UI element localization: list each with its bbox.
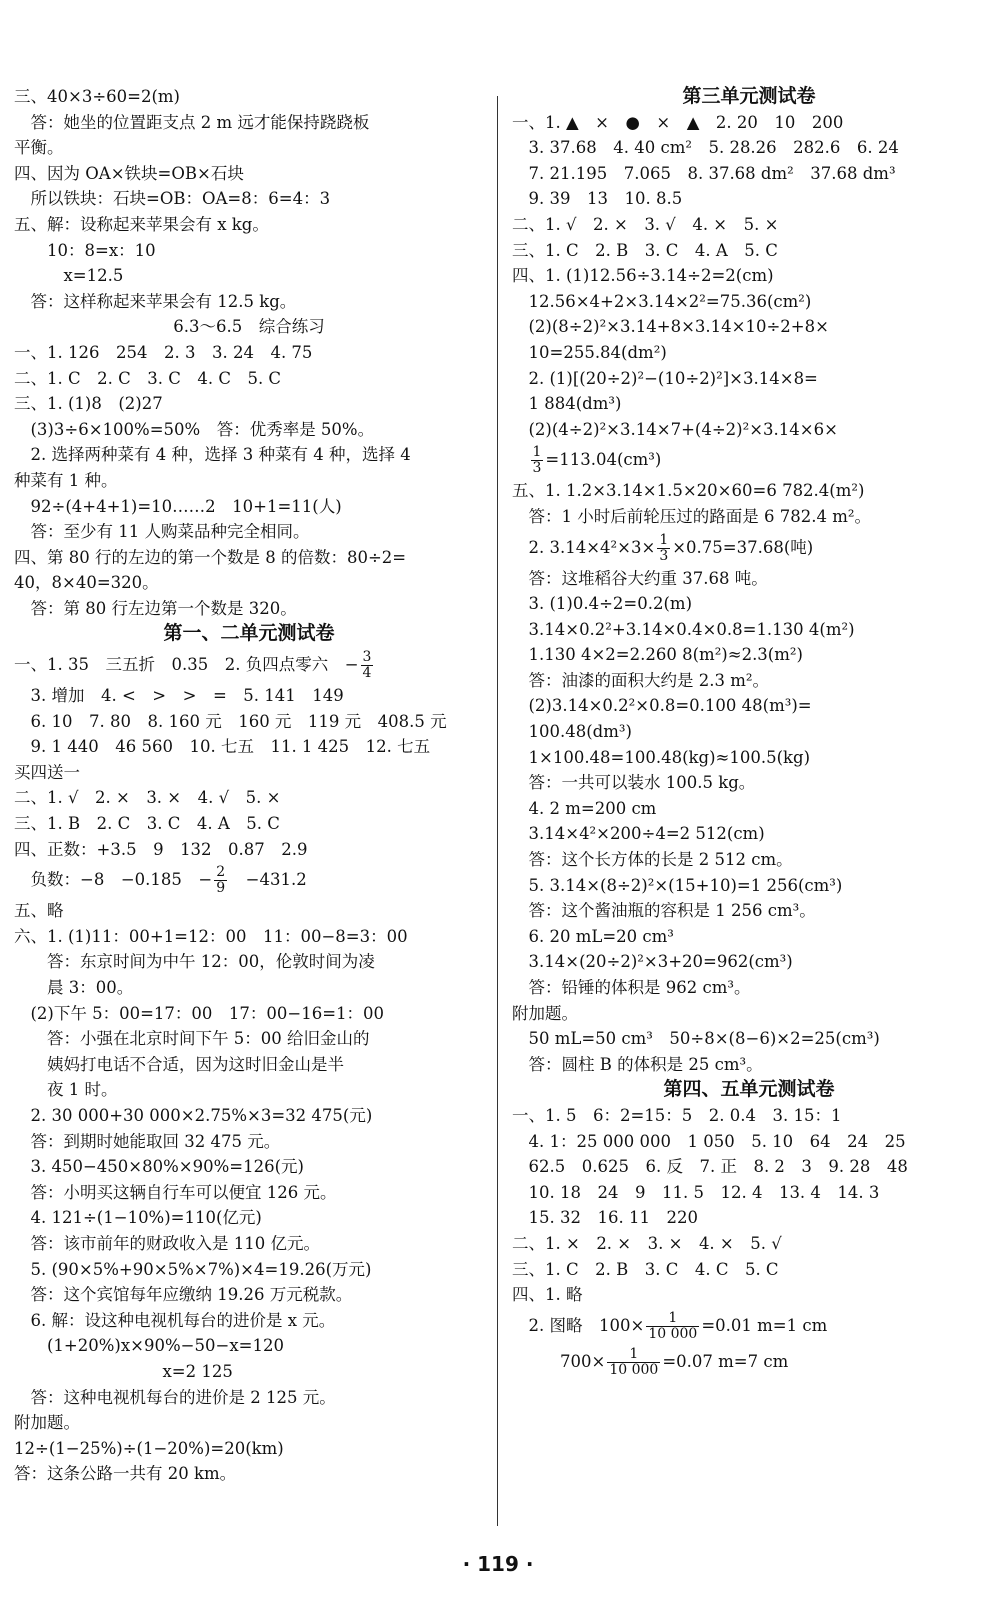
text-line: 10=255.84(dm²) [512, 342, 667, 362]
text-line: 三、1. C 2. B 3. C 4. A 5. C [512, 240, 778, 260]
text-segment: ×0.75=37.68(吨) [672, 537, 814, 557]
text-line: 五、1. 1.2×3.14×1.5×20×60=6 782.4(m²) [512, 481, 865, 501]
text-line: 二、1. √ 2. × 3. × 4. √ 5. × [14, 788, 281, 808]
text-line: 6. 10 7. 80 8. 160 元 160 元 119 元 408.5 元 [14, 711, 447, 731]
fraction: $\frac{1}{10 000}$ [609, 1345, 659, 1378]
text-line: 答：她坐的位置距支点 2 m 远才能保持跷跷板 [14, 112, 370, 132]
text-segment: 2. 3.14×4²×3× [512, 537, 656, 557]
text-line: 答：到期时她能取回 32 475 元。 [14, 1131, 281, 1151]
text-segment: =0.07 m=7 cm [662, 1351, 789, 1371]
text-line: 晨 3：00。 [14, 978, 134, 997]
section-heading: 6.3～6.5 综合练习 [173, 317, 325, 337]
text-line: 平衡。 [14, 138, 64, 158]
text-line: x=12.5 [14, 266, 124, 286]
text-line: 四、正数：+3.5 9 132 0.87 2.9 [14, 839, 308, 859]
text-line: 9. 1 440 46 560 10. 七五 11. 1 425 12. 七五 [14, 737, 431, 757]
text-line: 3. 37.68 4. 40 cm² 5. 28.26 282.6 6. 24 [512, 138, 899, 158]
text-line: 三、40×3÷60=2(m) [14, 87, 180, 106]
text-line: 12÷(1−25%)÷(1−20%)=20(km) [14, 1438, 284, 1458]
text-line: 15. 32 16. 11 220 [512, 1208, 698, 1228]
text-line: 姨妈打电话不合适，因为这时旧金山是半 [14, 1054, 344, 1074]
section-heading: 第一、二单元测试卷 [163, 622, 335, 645]
text-line: 答：这堆稻谷大约重 37.68 吨。 [512, 568, 768, 588]
text-line: 答：这样称起来苹果会有 12.5 kg。 [14, 291, 297, 311]
text-line: 100.48(dm³) [512, 722, 632, 742]
text-line: 一、1. 126 254 2. 3 3. 24 4. 75 [14, 342, 313, 362]
text-line: 6. 20 mL=20 cm³ [512, 926, 674, 946]
text-line: 答：第 80 行左边第一个数是 320。 [14, 598, 297, 618]
text-line: 3. 450−450×80%×90%=126(元) [14, 1157, 304, 1177]
text-line: 4. 2 m=200 cm [512, 798, 657, 818]
text-line: 50 mL=50 cm³ 50÷8×(8−6)×2=25(cm³) [512, 1029, 880, 1049]
text-line: 一、1. 5 6：2=15：5 2. 0.4 3. 15：1 [512, 1105, 842, 1125]
text-line: 1 884(dm³) [512, 394, 622, 414]
right-column [512, 84, 986, 1380]
text-line: 3.14×0.2²+3.14×0.4×0.8=1.130 4(m²) [512, 619, 855, 639]
text-line: 答：油漆的面积大约是 2.3 m²。 [512, 670, 769, 690]
text-line: 2. (1)[(20÷2)²−(10÷2)²]×3.14×8= [512, 368, 818, 388]
text-line: 4. 1：25 000 000 1 050 5. 10 64 24 25 [512, 1131, 906, 1151]
text-line: 3. (1)0.4÷2=0.2(m) [512, 594, 693, 614]
text-line: 二、1. × 2. × 3. × 4. × 5. √ [512, 1233, 782, 1253]
text-line: 2. 30 000+30 000×2.75%×3=32 475(元) [14, 1105, 373, 1125]
text-line: 1×100.48=100.48(kg)≈100.5(kg) [512, 747, 811, 767]
text-line: 三、1. (1)8 (2)27 [14, 394, 163, 414]
text-line: 1.130 4×2=2.260 8(m²)≈2.3(m²) [512, 645, 803, 665]
text-line: 92÷(4+4+1)=10……2 10+1=11(人) [14, 496, 342, 516]
text-line: (2)(8÷2)²×3.14+8×3.14×10÷2+8× [512, 317, 829, 337]
text-segment: 2. 图略 100× [512, 1315, 645, 1335]
text-line: 3.14×(20÷2)²×3+20=962(cm³) [512, 952, 793, 972]
left-column [14, 84, 484, 1487]
text-line: 9. 39 13 10. 8.5 [512, 189, 683, 209]
fraction: $\frac{1}{3}$ [532, 444, 542, 477]
text-segment: 负数：−8 −0.185 − [14, 870, 213, 890]
text-line: 答：铅锤的体积是 962 cm³。 [512, 978, 751, 997]
text-line: 三、1. B 2. C 3. C 4. A 5. C [14, 814, 280, 834]
text-line: 六、1. (1)11：00+1=12：00 11：00−8=3：00 [14, 926, 408, 946]
text-line: 所以铁块：石块=OB：OA=8：6=4：3 [14, 189, 331, 209]
text-line: 五、解：设称起来苹果会有 x kg。 [14, 214, 269, 234]
text-line: (3)3÷6×100%=50% 答：优秀率是 50%。 [14, 419, 375, 439]
text-line [512, 1308, 986, 1344]
text-line: 四、因为 OA×铁块=OB×石块 [14, 163, 244, 183]
text-line: 四、1. 略 [512, 1285, 583, 1305]
text-line: 7. 21.195 7.065 8. 37.68 dm² 37.68 dm³ [512, 163, 896, 183]
text-line: 10. 18 24 9 11. 5 12. 4 13. 4 14. 3 [512, 1182, 880, 1202]
section-heading: 第四、五单元测试卷 [663, 1078, 835, 1101]
text-line: 答：这条公路一共有 20 km。 [14, 1464, 237, 1484]
fraction: $\frac{1}{10 000}$ [648, 1309, 698, 1342]
text-segment: 一、1. 35 三五折 0.35 2. 负四点零六 − [14, 655, 359, 675]
page-number: · 119 · [462, 1552, 534, 1576]
text-line: (2)(4÷2)²×3.14×7+(4÷2)²×3.14×6× [512, 419, 838, 439]
text-line: 四、第 80 行的左边的第一个数是 8 的倍数：80÷2= [14, 547, 407, 567]
text-line: (1+20%)x×90%−50−x=120 [14, 1336, 284, 1356]
text-line [14, 647, 484, 683]
text-line: 答：这个酱油瓶的容积是 1 256 cm³。 [512, 901, 816, 921]
text-line [512, 442, 986, 478]
text-segment: −431.2 [229, 870, 307, 890]
text-line: 答：至少有 11 人购菜品种完全相同。 [14, 522, 310, 542]
text-line: x=2 125 [14, 1361, 233, 1381]
text-line: 2. 选择两种菜有 4 种，选择 3 种菜有 4 种，选择 4 [14, 445, 411, 465]
text-line: 答：该市前年的财政收入是 110 亿元。 [14, 1233, 320, 1253]
text-line [14, 862, 484, 898]
fraction: $\frac{1}{3}$ [659, 531, 669, 564]
text-line: 答：这个长方体的长是 2 512 cm。 [512, 850, 793, 870]
text-line: 3. 增加 4. < > > = 5. 141 149 [14, 686, 344, 706]
text-segment: =113.04(cm³) [545, 450, 662, 470]
text-line: 12.56×4+2×3.14×2²=75.36(cm²) [512, 291, 812, 311]
text-line [512, 1344, 986, 1380]
text-line: 5. 3.14×(8÷2)²×(15+10)=1 256(cm³) [512, 875, 843, 895]
text-line: 附加题。 [14, 1413, 80, 1433]
text-line: 三、1. C 2. B 3. C 4. C 5. C [512, 1259, 779, 1279]
fraction: $\frac{3}{4}$ [362, 649, 372, 682]
text-line: 种菜有 1 种。 [14, 470, 118, 490]
text-line: 四、1. (1)12.56÷3.14÷2=2(cm) [512, 266, 774, 286]
text-line: 附加题。 [512, 1003, 578, 1023]
text-line: 6. 解：设这种电视机每台的进价是 x 元。 [14, 1310, 336, 1330]
text-line: 3.14×4²×200÷4=2 512(cm) [512, 824, 765, 844]
text-line: 五、略 [14, 901, 64, 921]
section-heading: 第三单元测试卷 [682, 85, 816, 107]
text-line: 答：一共可以装水 100.5 kg。 [512, 773, 756, 793]
text-line: 答：这种电视机每台的进价是 2 125 元。 [14, 1387, 336, 1407]
text-line: 答：小明买这辆自行车可以便宜 126 元。 [14, 1182, 337, 1202]
column-divider [497, 96, 498, 1526]
text-line: 一、1. ▲ × ● × ▲ 2. 20 10 200 [512, 112, 844, 132]
text-line: 10：8=x：10 [14, 240, 156, 260]
text-line: 62.5 0.625 6. 反 7. 正 8. 2 3 9. 28 48 [512, 1157, 908, 1177]
text-line: (2)3.14×0.2²×0.8=0.100 48(m³)= [512, 696, 812, 716]
text-line: 5. (90×5%+90×5%×7%)×4=19.26(万元) [14, 1259, 372, 1279]
text-line: 答：圆柱 B 的体积是 25 cm³。 [512, 1054, 763, 1074]
text-line: 答：小强在北京时间下午 5：00 给旧金山的 [14, 1029, 370, 1049]
text-line: 4. 121÷(1−10%)=110(亿元) [14, 1208, 262, 1228]
text-segment: =0.01 m=1 cm [701, 1315, 828, 1335]
text-line: 答：1 小时后前轮压过的路面是 6 782.4 m²。 [512, 506, 871, 526]
text-line: 40，8×40=320。 [14, 573, 159, 593]
text-segment: 700× [560, 1351, 606, 1371]
text-line: 答：东京时间为中午 12：00，伦敦时间为凌 [14, 952, 375, 972]
text-line: 买四送一 [14, 762, 80, 782]
text-line: (2)下午 5：00=17：00 17：00−16=1：00 [14, 1003, 385, 1023]
text-line: 二、1. √ 2. × 3. √ 4. × 5. × [512, 214, 779, 234]
text-line [512, 530, 986, 566]
text-line: 夜 1 时。 [14, 1080, 118, 1100]
text-line: 答：这个宾馆每年应缴纳 19.26 万元税款。 [14, 1285, 353, 1305]
fraction: $\frac{2}{9}$ [216, 864, 226, 897]
text-line: 二、1. C 2. C 3. C 4. C 5. C [14, 368, 282, 388]
